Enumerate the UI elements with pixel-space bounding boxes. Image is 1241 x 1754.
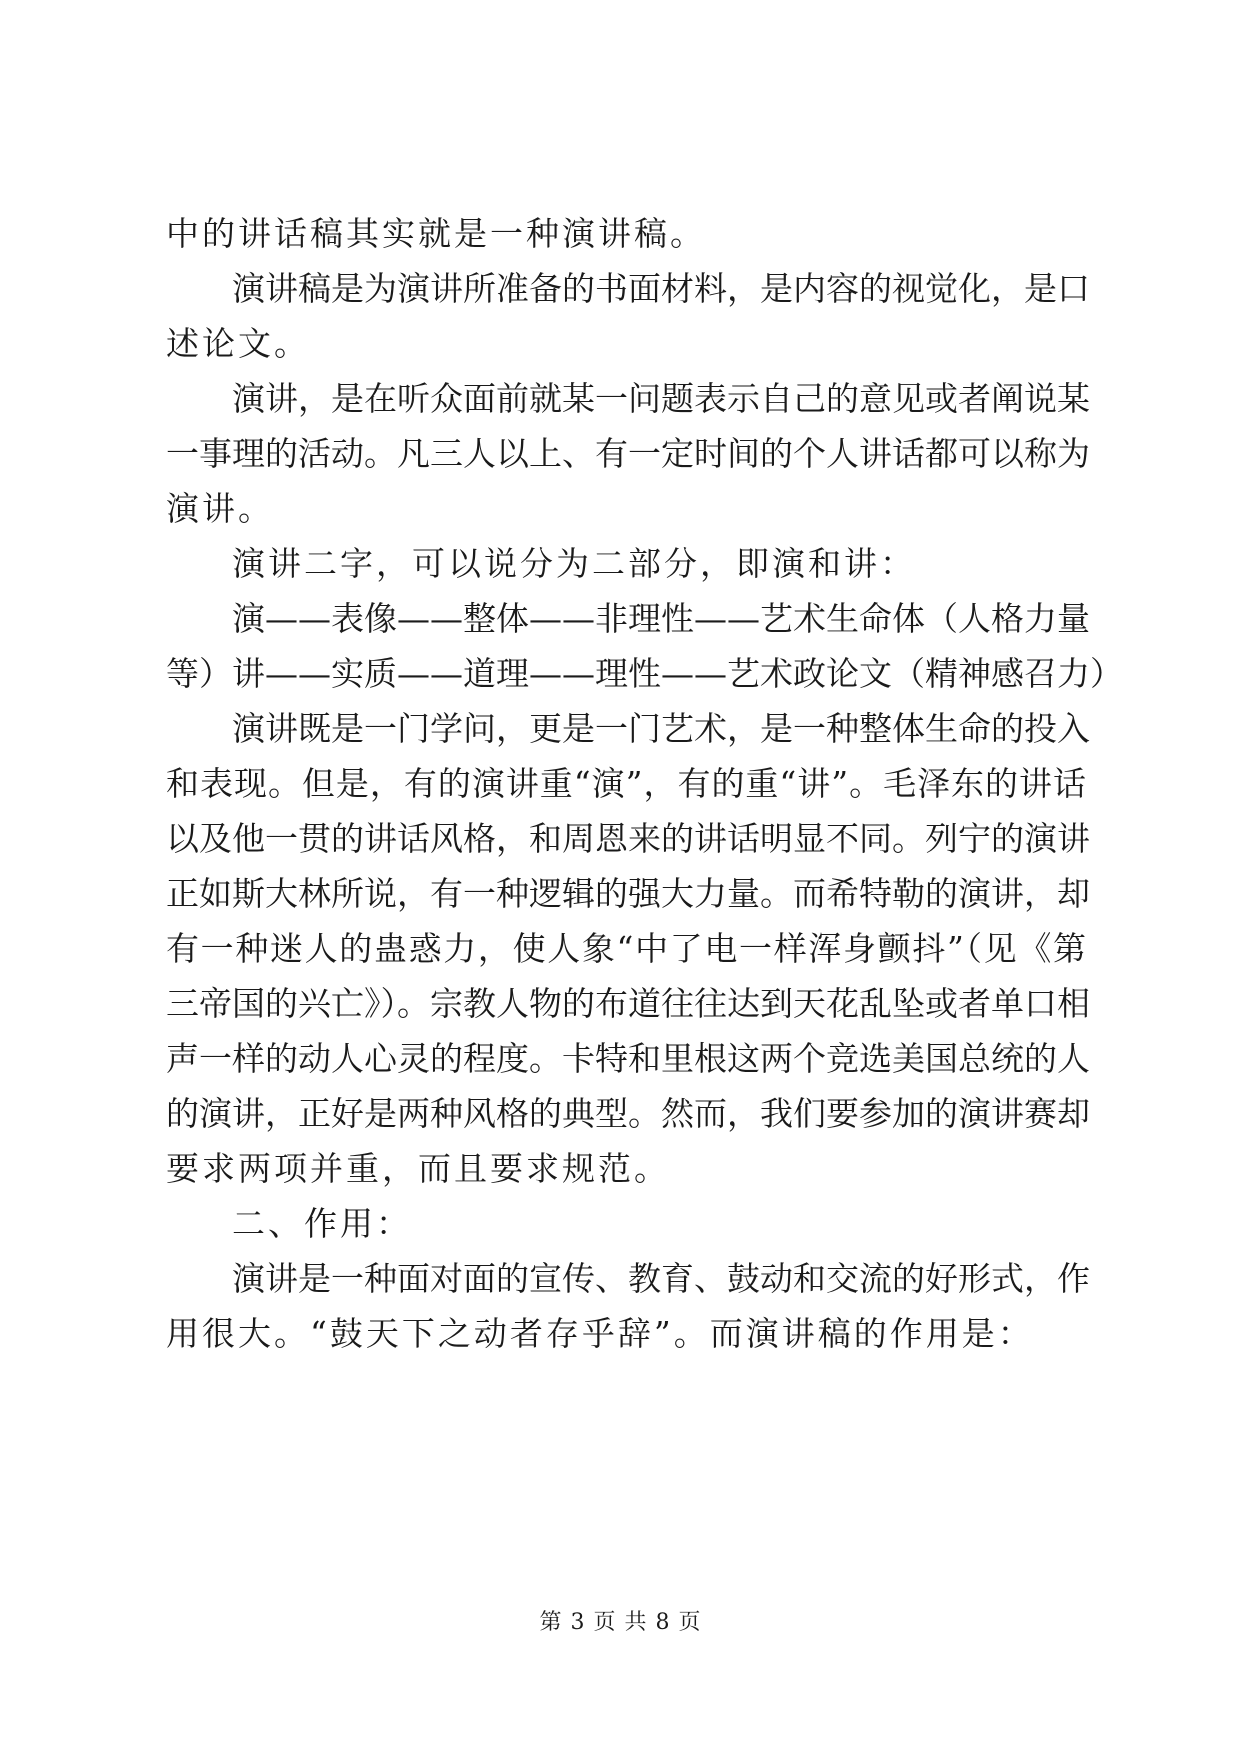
text-line: 演讲二字，可以说分为二部分，即演和讲： xyxy=(232,544,916,583)
text-line: 以及他一贯的讲话风格，和周恩来的讲话明显不同。列宁的演讲 xyxy=(166,819,1090,858)
text-line: 演讲稿是为演讲所准备的书面材料，是内容的视觉化，是口 xyxy=(232,269,1090,308)
text-line: 演讲，是在听众面前就某一问题表示自己的意见或者阐说某 xyxy=(232,379,1090,418)
text-line: 演讲是一种面对面的宣传、教育、鼓动和交流的好形式，作 xyxy=(232,1259,1090,1298)
text-line: 有一种迷人的蛊惑力，使人象“中了电一样浑身颤抖”（见《第 xyxy=(166,929,1086,968)
text-line: 述论文。 xyxy=(166,324,310,363)
text-line: 用很大。“鼓天下之动者存乎辞”。而演讲稿的作用是： xyxy=(166,1314,1034,1353)
section-heading: 二、作用： xyxy=(232,1204,412,1243)
text-line: 演讲既是一门学问，更是一门艺术，是一种整体生命的投入 xyxy=(232,709,1090,748)
text-line: 和表现。但是，有的演讲重“演”，有的重“讲”。毛泽东的讲话 xyxy=(166,764,1086,803)
text-line: 等）讲——实质——道理——理性——艺术政论文（精神感召力） xyxy=(166,654,1123,693)
text-line: 的演讲，正好是两种风格的典型。然而，我们要参加的演讲赛却 xyxy=(166,1094,1090,1133)
page-number-footer: 第 3 页 共 8 页 xyxy=(539,1610,702,1635)
text-line: 要求两项并重，而且要求规范。 xyxy=(166,1149,670,1188)
text-line: 一事理的活动。凡三人以上、有一定时间的个人讲话都可以称为 xyxy=(166,434,1090,473)
text-line: 中的讲话稿其实就是一种演讲稿。 xyxy=(166,214,706,253)
text-line: 声一样的动人心灵的程度。卡特和里根这两个竞选美国总统的人 xyxy=(166,1039,1090,1078)
text-line: 演讲。 xyxy=(166,489,274,528)
text-line: 三帝国的兴亡》）。宗教人物的布道往往达到天花乱坠或者单口相 xyxy=(166,984,1090,1023)
text-line: 演——表像——整体——非理性——艺术生命体（人格力量 xyxy=(232,599,1090,638)
text-line: 正如斯大林所说，有一种逻辑的强大力量。而希特勒的演讲，却 xyxy=(166,874,1090,913)
